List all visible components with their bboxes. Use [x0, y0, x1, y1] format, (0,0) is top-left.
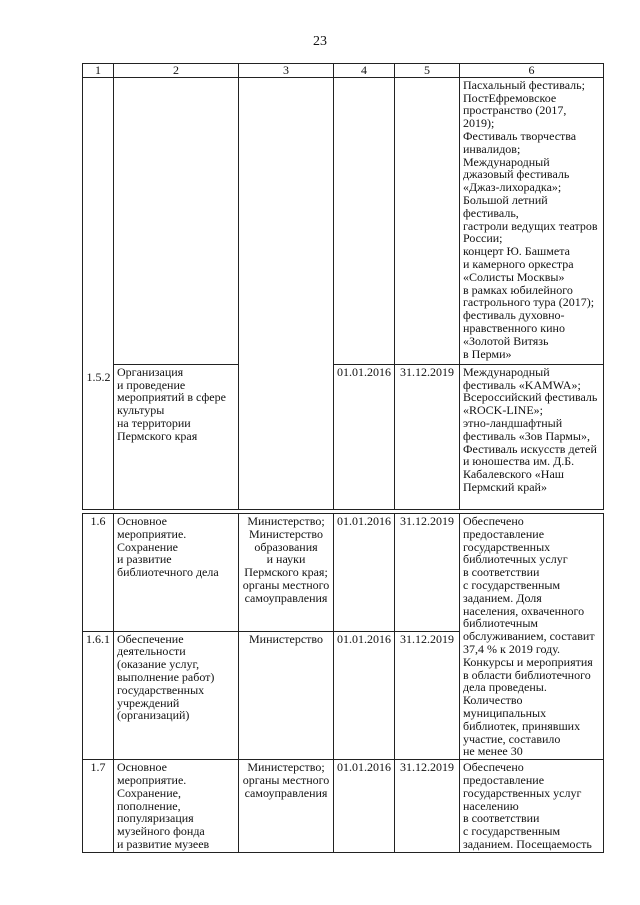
row-number: 1.6 [83, 514, 114, 632]
table-row [83, 514, 604, 632]
row-end-date: 31.12.2019 [395, 760, 460, 853]
row-end-date [395, 77, 460, 364]
row-start-date [334, 77, 395, 364]
row-executor: Министерство [239, 631, 334, 760]
row-start-date: 01.01.2016 [334, 364, 395, 509]
program-table [82, 63, 604, 510]
row-end-date: 31.12.2019 [395, 631, 460, 760]
row-result: Обеспечено предоставление государственных услуг населению в соответствии с государственным заданием. Посещаемость [460, 760, 604, 853]
row-name [114, 77, 239, 364]
row-executor: Министерство; органы местного самоуправления [239, 760, 334, 853]
row-number: 1.7 [83, 760, 114, 853]
row-executor: Министерство; Министерство образования и науки Пермского края; органы местного самоуправления [239, 514, 334, 632]
row-end-date: 31.12.2019 [395, 514, 460, 632]
table-header-row [83, 64, 604, 78]
row-executor [239, 77, 334, 509]
table-row [83, 77, 604, 364]
row-number: 1.5.2 [86, 370, 111, 384]
column-header: 4 [334, 64, 395, 78]
column-header: 6 [460, 64, 604, 78]
row-result: Пасхальный фестиваль; ПостЕфремовское пространство (2017, 2019); Фестиваль творчества инвалидов; Международный джазовый фестиваль «Джаз-лихорадка»; Большой летний фестиваль, гастроли ведущих театров России; концерт Ю. Башмета и камерного оркестра «Солисты Москвы» в рамках юбилейного гастрольного тура (2017); фестиваль духовно-нравственного кино «Золотой Витязь в Перми» [460, 77, 604, 364]
table-row [83, 364, 604, 509]
row-number: 1.6.1 [83, 631, 114, 760]
row-start-date: 01.01.2016 [334, 631, 395, 760]
row-start-date: 01.01.2016 [334, 760, 395, 853]
row-result: Обеспечено предоставление государственных библиотечных услуг в соответствии с государственным заданием. Доля населения, охваченного библиотечным обслуживанием, составит 37,4 % к 2019 году. Конкурсы и мероприятия в области библиотечного дела проведены. Количество муниципальных библиотек, принявших участие, составило не менее 30 [460, 514, 604, 760]
row-result: Международный фестиваль «KAMWA»; Всероссийский фестиваль «ROCK-LINE»; этно-ландшафтный фестиваль «Зов Пармы», Фестиваль искусств детей и юношества им. Д.Б. Кабалевского «Наш Пермский край» [460, 364, 604, 509]
column-header: 2 [114, 64, 239, 78]
row-name: Основное мероприятие. Сохранение и развитие библиотечного дела [114, 514, 239, 632]
row-name: Основное мероприятие. Сохранение, пополнение, популяризация музейного фонда и развитие музеев [114, 760, 239, 853]
table-row [83, 760, 604, 853]
column-header: 3 [239, 64, 334, 78]
page-number: 23 [313, 34, 327, 49]
program-table-lower [82, 513, 604, 853]
row-name: Обеспечение деятельности (оказание услуг, выполнение работ) государственных учреждений (организаций) [114, 631, 239, 760]
column-header: 1 [83, 64, 114, 78]
row-start-date: 01.01.2016 [334, 514, 395, 632]
row-name: Организация и проведение мероприятий в сфере культуры на территории Пермского края [114, 364, 239, 509]
row-end-date: 31.12.2019 [395, 364, 460, 509]
column-header: 5 [395, 64, 460, 78]
row-number [83, 77, 114, 509]
